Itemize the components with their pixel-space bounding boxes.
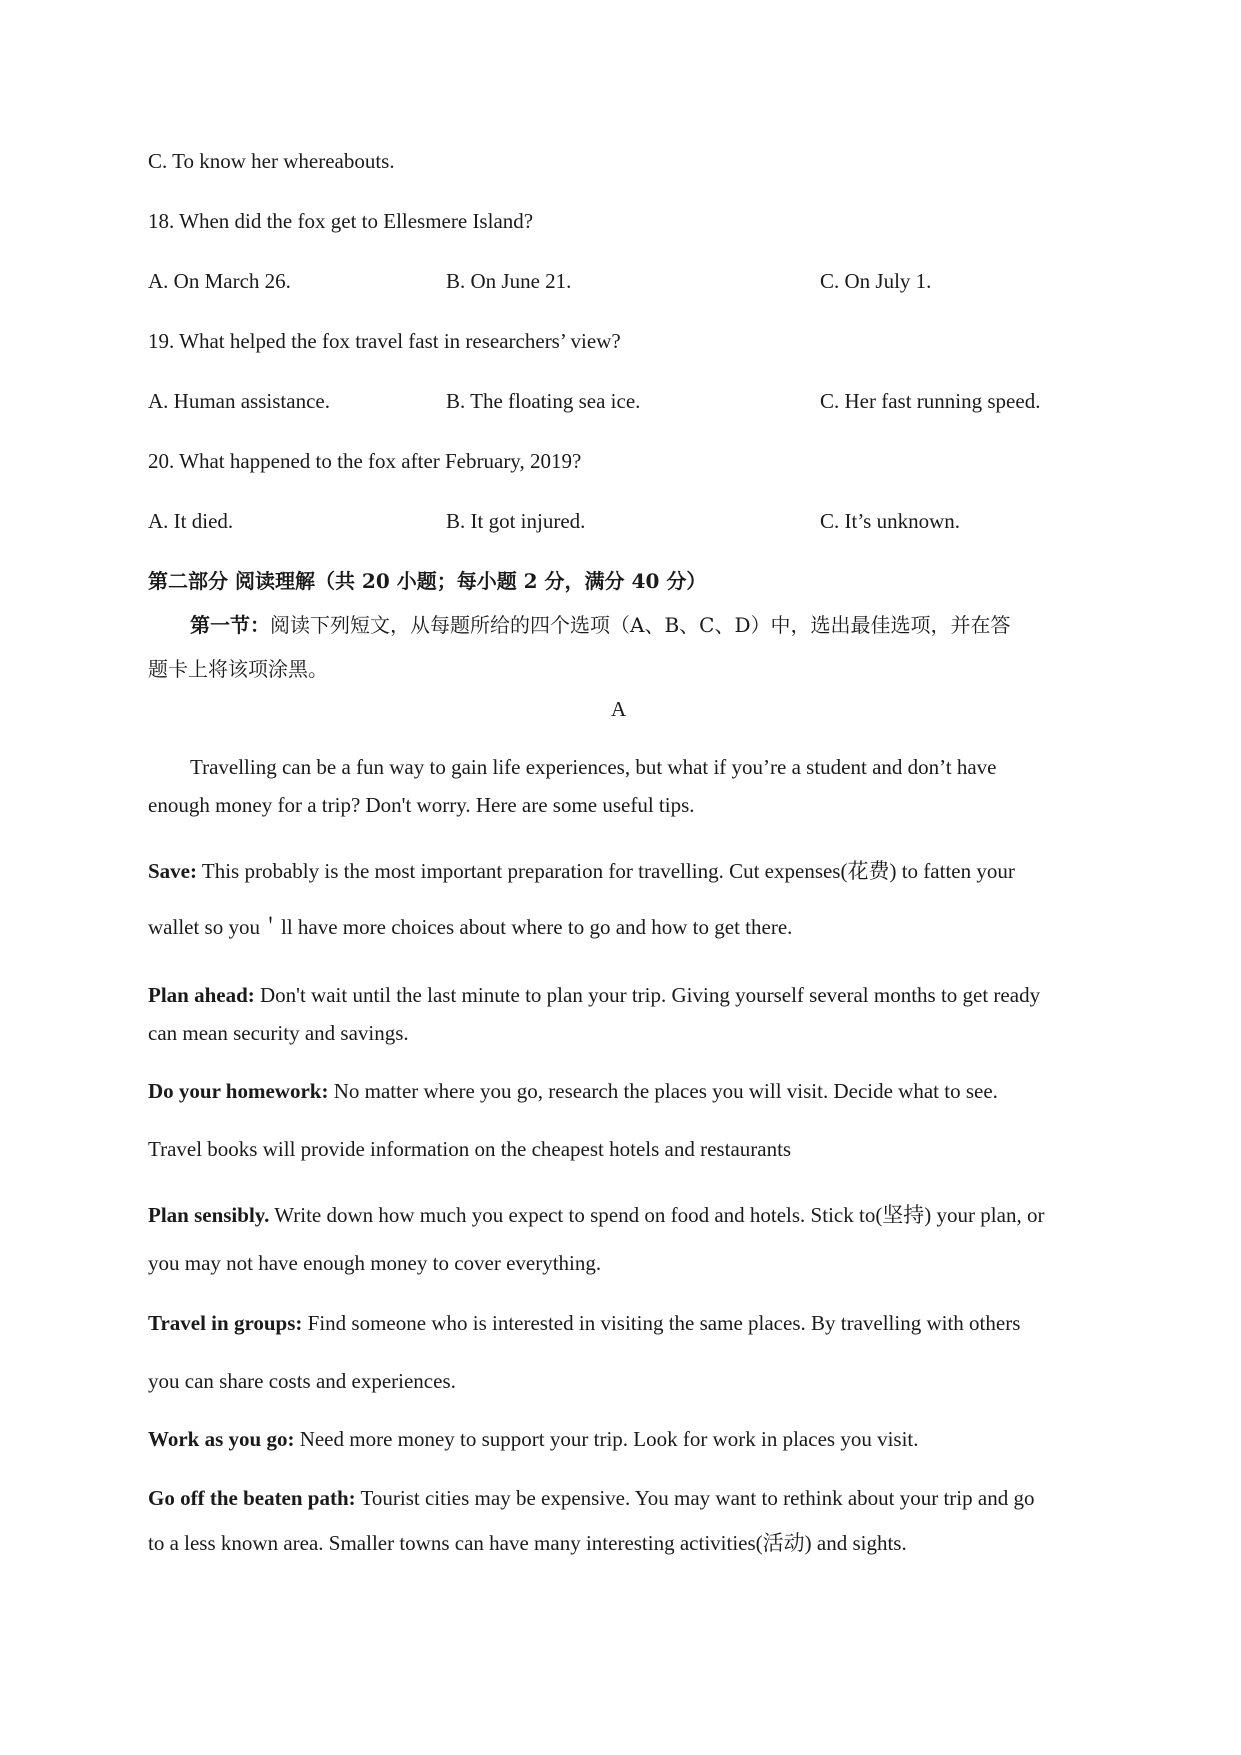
tip-groups-line1 — [148, 1313, 1020, 1334]
tip-plan-ahead-label: Plan ahead: — [148, 983, 255, 1007]
q18-question: 18. When did the fox get to Ellesmere Island? — [148, 209, 534, 233]
q20-option-c: C. It’s unknown. — [820, 509, 961, 533]
q20-option-b: B. It got injured. — [446, 509, 586, 533]
section-instruction-line1 — [190, 615, 1010, 635]
passage-intro-line1: Travelling can be a fun way to gain life experiences, but what if you’re a student and don’t have — [190, 755, 997, 779]
tip-save-line2: wallet so you＇ll have more choices about where to go and how to get there. — [148, 915, 793, 939]
part2-heading: 第二部分 阅读理解（共 20 小题；每小题 2 分，满分 40 分） — [148, 569, 707, 593]
q20-question: 20. What happened to the fox after February, 2019? — [148, 449, 582, 473]
tip-groups-label: Travel in groups: — [148, 1311, 303, 1335]
q20-option-a: A. It died. — [148, 509, 234, 533]
tip-homework-line2: Travel books will provide information on the cheapest hotels and restaurants — [148, 1137, 792, 1161]
section-instruction-line2: 题卡上将该项涂黑。 — [148, 657, 328, 681]
tip-plan-ahead-line2: can mean security and savings. — [148, 1021, 409, 1045]
tip-homework-line1 — [148, 1081, 998, 1102]
tip-offpath-label: Go off the beaten path: — [148, 1486, 356, 1510]
q18-option-a: A. On March 26. — [148, 269, 291, 293]
q18-option-b: B. On June 21. — [446, 269, 572, 293]
passage-letter: A — [611, 697, 627, 721]
passage-intro-line2: enough money for a trip? Don't worry. Here are some useful tips. — [148, 793, 695, 817]
tip-plan-sensibly-line2: you may not have enough money to cover everything. — [148, 1251, 602, 1275]
tip-plan-sensibly-label: Plan sensibly. — [148, 1203, 270, 1227]
q19-option-b: B. The floating sea ice. — [446, 389, 641, 413]
tip-save-line1 — [148, 861, 1015, 882]
tip-plan-ahead-text: Don't wait until the last minute to plan your trip. Giving yourself several months to get ready — [254, 983, 1041, 1007]
tip-homework-label: Do your homework: — [148, 1079, 329, 1103]
tip-groups-text: Find someone who is interested in visiting the same places. By travelling with others — [302, 1311, 1021, 1335]
q19-option-c: C. Her fast running speed. — [820, 389, 1041, 413]
tip-work-text: Need more money to support your trip. Look for work in places you visit. — [294, 1427, 919, 1451]
tip-groups-line2: you can share costs and experiences. — [148, 1369, 456, 1393]
tip-plan-ahead-line1 — [148, 985, 1040, 1006]
tip-plan-sensibly-line1 — [148, 1205, 1044, 1226]
tip-plan-sensibly-text: Write down how much you expect to spend on food and hotels. Stick to(坚持) your plan, or — [269, 1203, 1045, 1227]
tip-offpath-line2: to a less known area. Smaller towns can have many interesting activities(活动) and sights. — [148, 1531, 907, 1555]
q17-option-c: C. To know her whereabouts. — [148, 149, 395, 173]
q19-option-a: A. Human assistance. — [148, 389, 330, 413]
q19-question: 19. What helped the fox travel fast in researchers’ view? — [148, 329, 621, 353]
tip-offpath-line1 — [148, 1488, 1034, 1509]
section-label: 第一节： — [190, 613, 270, 637]
tip-homework-text: No matter where you go, research the places you will visit. Decide what to see. — [328, 1079, 998, 1103]
tip-save-text: This probably is the most important preparation for travelling. Cut expenses(花费) to fatten your — [197, 859, 1015, 883]
tip-work-label: Work as you go: — [148, 1427, 295, 1451]
tip-offpath-text: Tourist cities may be expensive. You may want to rethink about your trip and go — [355, 1486, 1035, 1510]
q18-option-c: C. On July 1. — [820, 269, 932, 293]
tip-work-line1 — [148, 1429, 919, 1450]
tip-save-label: Save: — [148, 859, 197, 883]
section-instruction-text: 阅读下列短文，从每题所给的四个选项（A、B、C、D）中，选出最佳选项，并在答 — [270, 613, 1011, 637]
